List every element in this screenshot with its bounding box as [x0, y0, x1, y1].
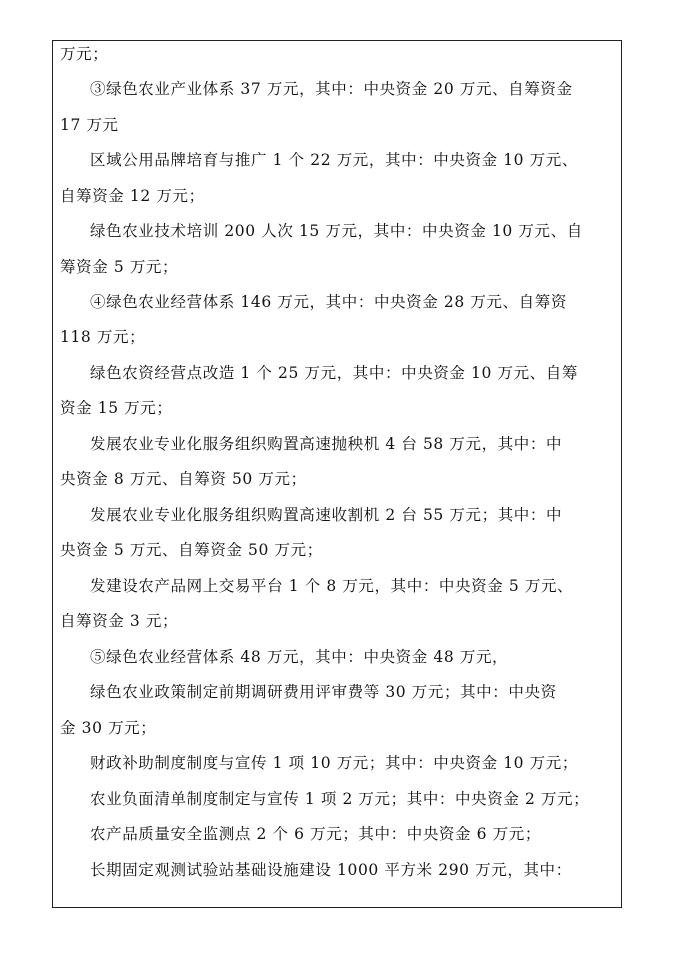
text-line: 17 万元	[60, 116, 119, 134]
text-line: 筹资金 5 万元；	[60, 258, 179, 276]
text-line: 财政补助制度制度与宣传 1 项 10 万元；其中：中央资金 10 万元；	[90, 754, 578, 772]
text-line: 自筹资金 12 万元；	[60, 187, 205, 205]
text-line: 万元；	[60, 45, 109, 63]
text-line: 发展农业专业化服务组织购置高速抛秧机 4 台 58 万元，其中：中	[90, 435, 563, 453]
text-line: 金 30 万元；	[60, 719, 157, 737]
text-line: 农产品质量安全监测点 2 个 6 万元；其中：中央资金 6 万元；	[90, 825, 541, 843]
text-line: 发建设农产品网上交易平台 1 个 8 万元，其中：中央资金 5 万元、	[90, 577, 574, 595]
text-line: ⑤绿色农业经营体系 48 万元，其中：中央资金 48 万元，	[90, 648, 509, 666]
text-line: 央资金 5 万元、自筹资金 50 万元；	[60, 541, 323, 559]
text-line: 自筹资金 3 元；	[60, 612, 179, 630]
text-line: ③绿色农业产业体系 37 万元，其中：中央资金 20 万元、自筹资金	[90, 80, 573, 98]
text-line: 绿色农业技术培训 200 人次 15 万元，其中：中央资金 10 万元、自	[90, 222, 583, 240]
text-line: 长期固定观测试验站基础设施建设 1000 平方米 290 万元，其中：	[90, 861, 572, 879]
text-line: 绿色农业政策制定前期调研费用评审费等 30 万元；其中：中央资	[90, 683, 557, 701]
text-line: 发展农业专业化服务组织购置高速收割机 2 台 55 万元；其中：中	[90, 506, 563, 524]
text-line: ④绿色农业经营体系 146 万元，其中：中央资金 28 万元、自筹资	[90, 293, 567, 311]
text-line: 农业负面清单制度制定与宣传 1 项 2 万元；其中：中央资金 2 万元；	[90, 790, 590, 808]
text-line: 资金 15 万元；	[60, 399, 173, 417]
text-line: 绿色农资经营点改造 1 个 25 万元，其中：中央资金 10 万元、自筹	[90, 364, 578, 382]
text-line: 区域公用品牌培育与推广 1 个 22 万元，其中：中央资金 10 万元、	[90, 151, 578, 169]
text-line: 118 万元；	[60, 328, 146, 346]
text-line: 央资金 8 万元、自筹资 50 万元；	[60, 470, 307, 488]
